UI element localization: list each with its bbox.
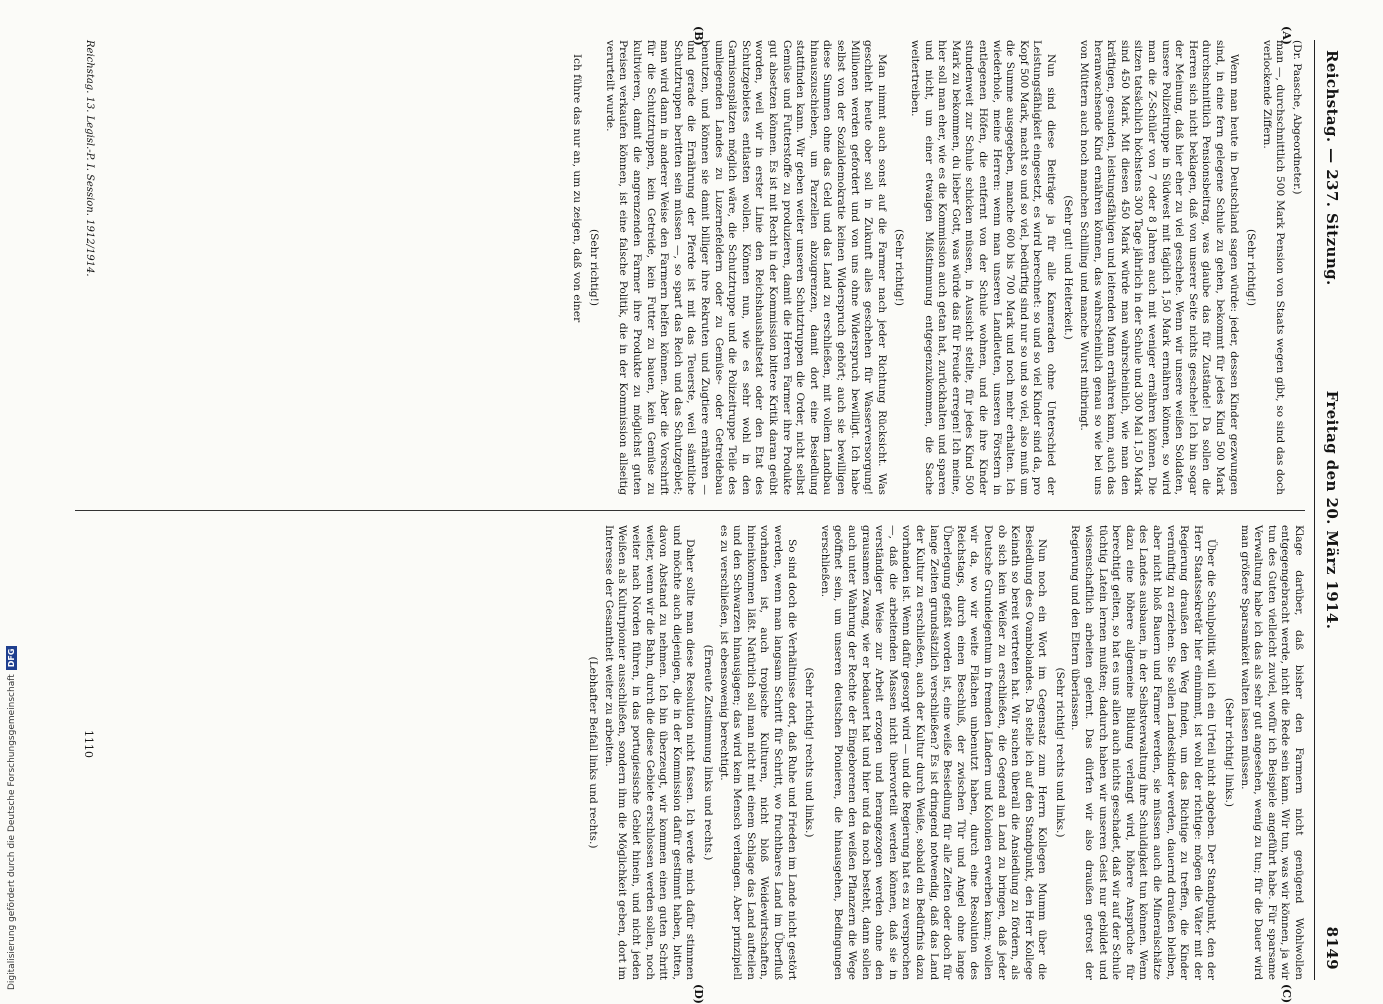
interjection: (Sehr richtig! links.) xyxy=(1223,697,1236,808)
paragraph: Nun sind diese Beiträge ja für alle Kameraden ohne Unterschied der Leistungsfähigkeit eingesetzt, es wird berechnet: so und so viel Kinder sind da, pro Kopf 500 Mark, macht so und so viel, bedürftig sind nur so und so viel, also muß um die Summe ausgegeben, manche 600 bis 700 Mark und noch mehr erhalten. Ich wiederhole, meine Herren: wenn man unseren Landleuten, unseren Förstern in entlegenen Höfen, die entfernt von der Schule wohnen, und die ihre Kinder stundenweit zur Schule schicken müssen, in Aussicht stellte, für jedes Kind 500 Mark zu bekommen, du lieber Gott, was würde das für Freude erregen! Ich meine, hier soll man eher, wie es die Kommission auch getan hat, zurückhalten und sparen und nicht, um einer etwaigen Mißstimmung entgegenzukommen, die Sache weitertreiben. xyxy=(908,40,1057,495)
column-divider xyxy=(75,510,1305,511)
digitization-credit xyxy=(6,646,17,990)
speaker-line: (Dr. Paasche, Abgeordneter.) xyxy=(1291,40,1303,195)
paragraph: So sind doch die Verhältnisse dort, daß Ruhe und Frieden im Lande nicht gestört werden, wenn man langsam Schritt für Schritt, wo fruchtbares Land im Überfluß vorhanden ist, auch tropische Kulturen, nicht bloß Weidewirtschaften, hineinkommen läßt. Natürlich soll man nicht mit einem Schlage das Land aufteilen und den Schwarzen hinausjagen; das wird kein Mensch verlangen. Aber prinzipiell es zu verschließen, ist ebensowenig berechtigt. xyxy=(717,525,798,980)
interjection: (Sehr richtig! rechts und links.) xyxy=(803,667,816,838)
header-rule xyxy=(1314,40,1315,980)
interjection: (Sehr gut! und Heiterkeit.) xyxy=(1062,195,1075,340)
footer-page-number: 1110 xyxy=(82,730,95,758)
right-column xyxy=(582,525,1305,980)
paragraph: man —, durchschnittlich 500 Mark Pension von Staats wegen gibt, so sind das doch verlockende Ziffern. xyxy=(1260,40,1287,495)
paragraph: Klage darüber, daß bisher den Farmern nicht genügend Wohlwollen entgegengebracht werde, nicht die Rede sein kann. Wir tun, was wir können, ja wir tun des Guten vielleicht zuviel, wofür ich Beispiele angeführt habe. Für sparsame Verwaltung habe ich das als sehr gut angesehen, wenig zu tun; für die Dauer wird man größere Sparsamkeit walten lassen müssen. xyxy=(1238,525,1305,980)
margin-mark-d: (D) xyxy=(692,984,705,1004)
paragraph: Über die Schulpolitik will ich ein Urteil nicht abgeben. Der Standpunkt, den der Herr Staatssekretär hier einnimmt, ist wohl der richtige: mögen die Väter mit der Regierung draußen den Weg finden, um das Richtige zu treffen, die Kinder vernünftig zu erziehen. Sie sollen Landeskinder werden, dauernd draußen bleiben, aber nicht bloß Bauern und Farmer werden, sie müssen auch die Mineralschätze des Landes ausbauen, in der Selbstverwaltung ihre Schuldigkeit tun können. Wenn dazu eine höhere allgemeine Bildung verlangt wird, höhere Ansprüche für berechtigt gelten, so hat es uns allen auch nichts geschadet, daß wir auf der Schule tüchtig Latein lernen mußten; dadurch haben wir unseren Geist nur gebildet und wissenschaftlich arbeiten gelernt. Das dürfen wir also draußen getrost der Regierung und den Eltern überlassen. xyxy=(1069,525,1218,980)
page-number: 8149 xyxy=(1323,926,1341,970)
interjection: (Lebhafter Beifall links und rechts.) xyxy=(587,656,600,849)
dfg-logo-icon: DFG xyxy=(6,646,17,671)
credit-text: Digitalisierung gefördert durch die Deutsche Forschungsgemeinschaft xyxy=(6,674,17,990)
header-date: Freitag den 20. März 1914. xyxy=(1323,390,1341,630)
rotated-page-content xyxy=(55,26,1345,1004)
page-header xyxy=(1319,40,1345,980)
paragraph: Man nimmt auch sonst auf die Farmer nach jeder Richtung Rücksicht. Was geschieht heute ober soll in Zukunft alles geschehen für Wasserversorgung! Millionen werden gefordert und von uns ohne Widerspruch bewilligt. Ich habe selbst von der Sozialdemokratie keinen Widerspruch gehört; auch sie bewilligen diese Summen ohne das Geld und das Land zu erschließen, mit vollem Landbau hinauszuschieben, um Parzellen abzugrenzen, damit dort eine Besiedlung stattfinden kann. Wir geben weiter unseren Schutztruppen die Order, nicht selbst Gemüse und Futterstoffe zu produzieren, damit die Herren Farmer ihre Produkte gut absetzen können. Es ist mit Recht in der Kommission bittere Kritik daran geübt worden, weil wir in erster Linie den Reichshaushaltsetat oder den Etat des Schutzgebietes entlasten wollen. Können nun, wie es sehr wohl in den Garnisonsplätzen möglich wäre, die Schutztruppe und die Polizeitruppe Teile des umliegenden Landes zu Luzernefeldern oder zu Gemüse- oder Getreidebau benutzen, und können sie damit billiger ihre Rekruten und Zugtiere ernähren — und gerade die Ernährung der Pferde ist mit das Teuerste, weil sämtliche Schutztruppen beritten sein müssen —, so spart das Reich und das Schutzgebiet; man wird dann in anderer Weise den Farmern helfen können. Aber die Vorschrift für die Schutztruppen, kein Getreide, kein Futter zu bauen, kein Gemüse zu kultivieren, damit die angrenzenden Farmer ihre Produkte zu möglichst guten Preisen verkaufen können, ist eine falsche Politik, die in der Kommission allseitig verurteilt wurde. xyxy=(603,40,888,495)
left-column xyxy=(567,40,1305,495)
paragraph: Ich führe das nur an, um zu zeigen, daß von einer xyxy=(570,54,583,323)
interjection: (Sehr richtig! rechts und links.) xyxy=(1053,667,1066,838)
margin-mark-a: (A) xyxy=(1280,26,1293,45)
paragraph: Daher sollte man diese Resolution nicht fassen. Ich werde mich dafür stimmen und möchte auch diejenigen, die in der Kommission dafür gestimmt haben, bitten, davon Abstand zu nehmen. Ich bin überzeugt, wir kommen einen guten Schritt weiter, wenn wir die Bahn, durch die diese Gebiete erschlossen werden sollen, noch weiter nach Norden führen, in das portugiesische Gebiet hinein, und nicht jeden Weißen als Kulturpionier ausschließen, sondern ihm die Möglichkeit geben, dort im Interesse der Gesamtheit weiter zu arbeiten. xyxy=(602,525,697,980)
margin-mark-c: (C) xyxy=(1280,984,1293,1004)
header-left: Reichstag. — 237. Sitzung. xyxy=(1323,50,1341,286)
interjection: (Sehr richtig!) xyxy=(893,229,906,306)
interjection: (Erneute Zustimmung links und rechts.) xyxy=(702,644,715,861)
interjection: (Sehr richtig!) xyxy=(588,229,601,306)
footer-session: Reichstag. 13. Legisl.-P. I. Session. 1912/1914. xyxy=(84,40,95,277)
paragraph: Nun noch ein Wort im Gegensatz zum Herrn Kollegen Mumm über die Besiedlung des Ovambolandes. Da stelle ich auf den Standpunkt, den Herr Kollege Keinath so bereit vertreten hat. Wir suchen überall die Ansiedlung zu fördern, als ob sich kein Weißer zu erschließen, die Gegend an Land zu bringen, daß jeder Deutsche Grundeigentum in fremden Ländern und Kolonien erwerben kann; wollen wir da, wo wir weite Flächen unbenutzt haben, durch eine Resolution des Reichstags, durch einen Beschluß, der zwischen Tür und Angel ohne lange Überlegung gefaßt worden ist, eine weiße Besiedlung für alle Zeiten oder doch für lange Zeiten grundsätzlich verschließen? Es ist dringend notwendig, daß das Land der Kultur zu erschließen, auch der Kultur durch Weiße, sobald ein Bedürfnis dazu vorhanden ist. Wenn dafür gesorgt wird — und die Regierung hat es zu versprochen —, daß die arbeitenden Massen nicht übervorteilt werden können, daß sie in verständiger Weise zur Arbeit erzogen und herangezogen werden ohne den grausamen Zwang, wie er bedauert hat und hier und da noch besteht, dann sollen auch unter Wahrung der Rechte der Eingeborenen den weißen Pflanzern die Wege geöffnet sein, um unseren deutschen Pionieren, die hinausgehen, Bedingungen verschließen. xyxy=(818,525,1049,980)
interjection: (Sehr richtig!) xyxy=(1245,229,1258,306)
margin-mark-b: (B) xyxy=(692,26,705,46)
paragraph: Wenn man heute in Deutschland sagen würde: jeder, dessen Kinder gezwungen sind, in eine fern gelegene Schule zu gehen, bekommt für jedes Kind 500 Mark durchschnittlich Pensionsbeitrag, was glaube das für Zustände! Da sollen die Herren sich nicht beklagen, daß von unserer Seite nichts geschehe! Ich bin sogar der Meinung, daß hier eher zu viel geschehe. Wenn wir unsere weißen Soldaten, unsere Polizeitruppe in Südwest mit täglich 1,50 Mark ernähren können, so wird man die Z-Schüler von 7 oder 8 Jahren auch mit weniger ernähren können. Die sitzen tatsächlich höchstens 300 Tage jährlich in der Schule und 300 Mal 1,50 Mark sind 450 Mark. Mit diesen 450 Mark würde man wahrscheinlich, wie man den kräftigen, gesunden, leistungsfähigen und leitenden Mann ernähren kann, auch das heranwachsende Kind ernähren können, das wahrscheinlich genau so wie bei uns von Müttern auch noch manchen Schilling und manche Wurst mitbringt. xyxy=(1078,40,1240,495)
